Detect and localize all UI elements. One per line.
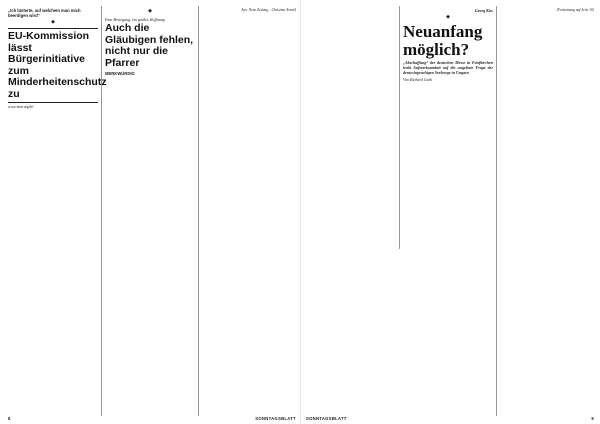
headline-rule: [8, 102, 98, 103]
column-divider: [399, 6, 400, 249]
separator-diamond: ◆: [446, 15, 450, 20]
column-divider: [198, 6, 199, 416]
page-gutter: [300, 0, 301, 424]
right-column-1: [306, 6, 396, 8]
right-page: [306, 6, 594, 421]
article-kicker: Eine Bewegung, ein großes Hoffnung: [105, 17, 165, 22]
article-byline: Georg Kiss: [474, 8, 493, 13]
column-divider: [101, 6, 102, 416]
right-column-2: [403, 6, 493, 84]
article-headline: Auch die Gläubigen fehlen, nicht nur die Pfarrer: [105, 22, 194, 69]
page-number: 8: [8, 416, 11, 421]
left-column-3: [202, 6, 296, 14]
sidebar-label: MERKWÜRDIG: [105, 71, 135, 76]
separator-diamond: ◆: [148, 9, 152, 14]
article-byline: Von Richard Guth: [403, 77, 432, 83]
column-divider: [496, 6, 497, 416]
article-headline: Neuanfang möglich?: [403, 22, 483, 59]
left-column-1: [8, 6, 107, 110]
article-credit: Aus: Neue Zeitung – Christina Arnold: [241, 8, 296, 12]
article-lead: „Abschaffung“ der deutschen Messe in Fünfkirchen lenkt Aufmerksamkeit auf die ungelöste Frage der deutschsprachigen Seelsorge in Ungarn: [403, 60, 493, 75]
page-number: 9: [591, 416, 594, 421]
article-headline: EU-Kommission lässt Bürgerinitiative zum Minderheitenschutz zu: [8, 30, 107, 100]
left-column-2: [105, 6, 195, 78]
separator-diamond: ◆: [51, 20, 55, 25]
article-link[interactable]: www.fuen.org/de/: [8, 105, 34, 109]
article-subhead: „Ich lüsterte, auf welchem man mich beerdigen wird“: [8, 8, 81, 18]
publication-name: SONNTAGSBLATT: [255, 416, 296, 421]
left-page: [8, 6, 296, 421]
headline-rule: [8, 28, 98, 29]
continuation-note: (Fortsetzung auf Seite 10): [556, 8, 594, 12]
publication-name: SONNTAGSBLATT: [306, 416, 347, 421]
right-column-3: [500, 6, 594, 13]
